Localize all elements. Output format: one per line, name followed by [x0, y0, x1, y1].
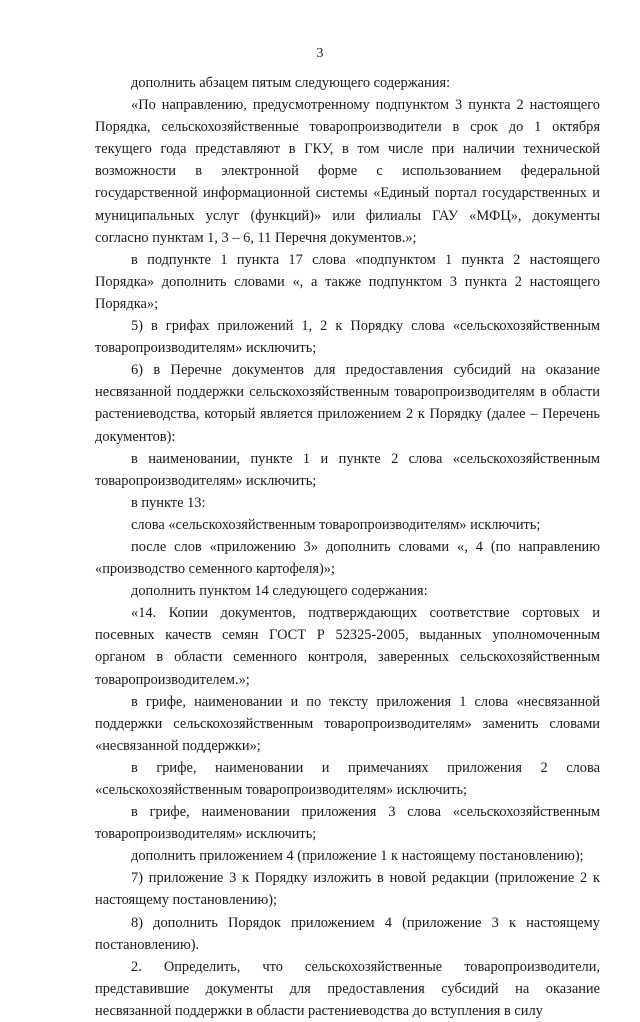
paragraph: дополнить абзацем пятым следующего содержания: — [131, 75, 451, 91]
paragraph: дополнить пунктом 14 следующего содержания: — [131, 583, 428, 600]
paragraph: слова «сельскохозяйственным товаропроизводителям» исключить; — [131, 516, 541, 533]
paragraph: в грифе, наименовании и примечаниях приложения 2 слова «сельскохозяйственным товаропроизводителям» исключить; — [95, 759, 600, 798]
paragraph: в подпункте 1 пункта 17 слова «подпунктом 1 пункта 2 настоящего Порядка» дополнить словами «, а также подпунктом 3 пункта 2 настоящего Порядка»; — [95, 251, 600, 312]
document-body — [95, 72, 600, 1022]
page-number: 3 — [316, 46, 324, 61]
paragraph: 6) в Перечне документов для предоставления субсидий на оказание несвязанной поддержки сельскохозяйственным товаропроизводителям в области растениеводства, который является приложением 2 к Порядку (далее – Перечень документов): — [95, 362, 600, 445]
paragraph: после слов «приложению 3» дополнить словами «, 4 (по направлению «производство семенного картофеля)»; — [95, 538, 600, 578]
paragraph: 8) дополнить Порядок приложением 4 (приложение 3 к настоящему постановлению). — [95, 914, 600, 953]
paragraph: в наименовании, пункте 1 и пункте 2 слова «сельскохозяйственным товаропроизводителям» исключить; — [95, 450, 600, 489]
paragraph: «14. Копии документов, подтверждающих соответствие сортовых и посевных качеств семян ГОСТ Р 52325-2005, выданных уполномоченным органом в области семенного контроля, заверенных сельскохозяйственным товаропроизводителем.»; — [95, 605, 600, 688]
paragraph: в грифе, наименовании приложения 3 слова «сельскохозяйственным товаропроизводителям» исключить; — [95, 804, 600, 843]
paragraph: 2. Определить, что сельскохозяйственные товаропроизводители, представившие документы для предоставления субсидий на оказание несвязанной поддержки в области растениеводства до вступления в силу — [95, 958, 600, 1019]
paragraph: 5) в грифах приложений 1, 2 к Порядку слова «сельскохозяйственным товаропроизводителям» исключить; — [95, 318, 600, 357]
paragraph: дополнить приложением 4 (приложение 1 к настоящему постановлению); — [131, 848, 584, 865]
paragraph: «По направлению, предусмотренному подпунктом 3 пункта 2 настоящего Порядка, сельскохозяйственные товаропроизводители в срок до 1 октября текущего года представляют в ГКУ, в том числе при наличии технической возможности в электронной форме с использованием федеральной государственной информационной системы «Единый портал государственных и муниципальных услуг (функций)» или филиалы ГАУ «МФЦ», документы согласно пунктам 1, 3 – 6, 11 Перечня документов.»; — [95, 97, 600, 246]
paragraph: 7) приложение 3 к Порядку изложить в новой редакции (приложение 2 к настоящему постановлению); — [95, 870, 600, 909]
paragraph: в пункте 13: — [131, 494, 206, 511]
paragraph: в грифе, наименовании и по тексту приложения 1 слова «несвязанной поддержки сельскохозяйственным товаропроизводителям» заменить словами «несвязанной поддержки»; — [95, 693, 600, 754]
